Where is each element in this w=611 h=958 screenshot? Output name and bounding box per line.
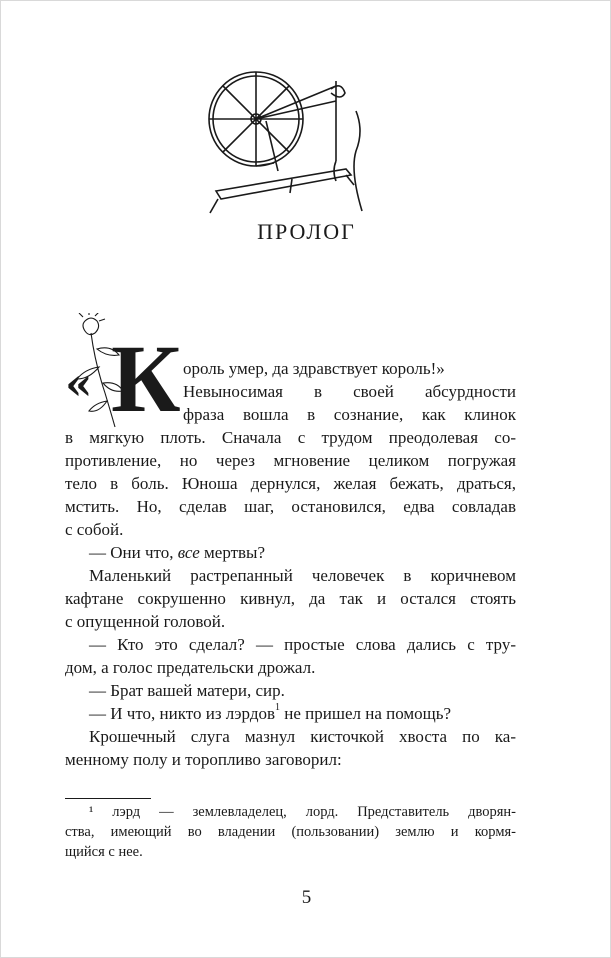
body-line-dialogue: — Брат вашей матери, сир.: [89, 681, 285, 700]
body-line: менному полу и торопливо заговорил:: [65, 750, 342, 769]
page-number: 5: [301, 887, 312, 908]
footnote-marker: 1: [275, 702, 281, 713]
body-line: кафтане сокрушенно кивнул, да так и остался стоять: [65, 589, 516, 608]
emphasis-text: все: [177, 543, 200, 562]
footnote-line: ¹ лэрд — землевладелец, лорд. Представитель дворян-: [89, 804, 516, 820]
body-line-dialogue: [89, 543, 265, 565]
body-line-dialogue: — Кто это сделал? — простые слова дались с тру-: [89, 635, 516, 654]
body-line: с опущенной головой.: [65, 612, 226, 631]
text-span: [89, 704, 451, 726]
body-line: в мягкую плоть. Сначала с трудом преодолевая со-: [65, 428, 516, 447]
text-span: не пришел на помощь?: [280, 704, 452, 723]
footnote-line: щийся с нее.: [65, 844, 143, 860]
footnote-divider: [65, 798, 151, 799]
text-span: — И что, никто из лэрдов: [89, 704, 276, 723]
text-span: мертвы?: [199, 543, 266, 562]
body-line: Крошечный слуга мазнул кисточкой хвоста по ка-: [89, 727, 516, 746]
text-span: — Они что,: [89, 543, 178, 562]
body-line: мстить. Но, сделав шаг, остановился, едва совладав: [65, 497, 516, 516]
drop-cap-letter: К: [111, 325, 181, 432]
body-line: противление, но через мгновение целиком погружая: [65, 451, 516, 470]
body-line: фраза вошла в сознание, как клинок: [183, 405, 516, 424]
chapter-title: ПРОЛОГ: [257, 219, 356, 244]
opening-quote-mark: «: [65, 359, 93, 410]
body-line: ороль умер, да здравствует король!»: [183, 359, 445, 378]
body-line: Невыносимая в своей абсурдности: [183, 382, 516, 401]
body-line-dialogue: [89, 704, 516, 726]
body-line: дом, а голос предательски дрожал.: [65, 658, 316, 677]
body-line: с собой.: [65, 520, 124, 539]
spinning-wheel-illustration: [196, 51, 386, 221]
footnote-line: ства, имеющий во владении (пользовании) землю и кормя-: [65, 824, 516, 840]
body-line: тело в боль. Юноша дернулся, желая бежать, драться,: [65, 474, 516, 493]
body-line: Маленький растрепанный человечек в коричневом: [89, 566, 516, 585]
